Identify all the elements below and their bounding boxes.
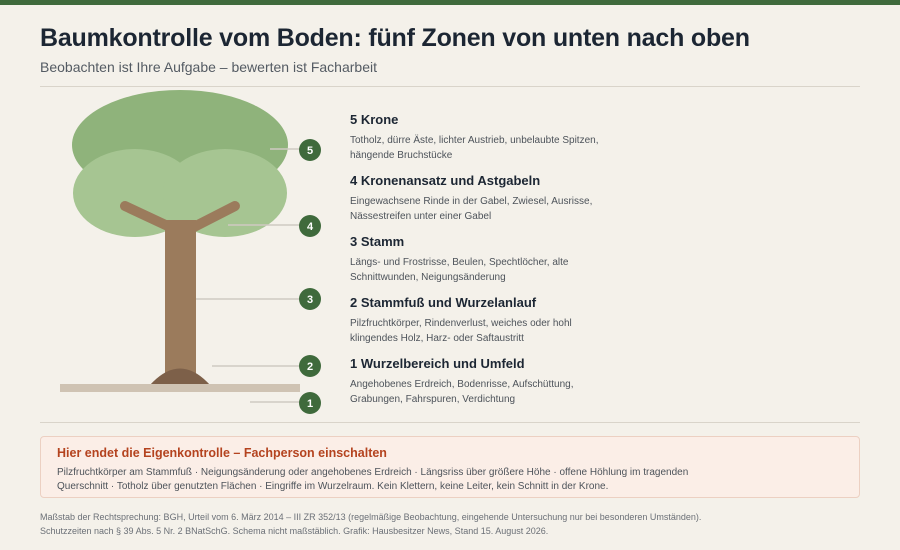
zone-5-crown bbox=[350, 112, 830, 163]
zone-description: Angehobenes Erdreich, Bodenrisse, Aufschüttung, Grabungen, Fahrspuren, Verdichtung bbox=[350, 379, 574, 405]
page-subtitle: Beobachten ist Ihre Aufgabe – bewerten ist Facharbeit bbox=[40, 59, 377, 75]
page-title: Baumkontrolle vom Boden: fünf Zonen von unten nach oben bbox=[40, 24, 750, 52]
warning-text: Pilzfruchtkörper am Stammfuß · Neigungsänderung oder angehobenes Erdreich · Längsriss über größere Höhe · offene Höhlung im tragenden Querschnitt · Totholz über genutzten Flächen · Eingriffe im Wurzelraum. Kein Klettern, keine Leiter, kein Schnitt in der Krone. bbox=[57, 467, 689, 492]
zone-title: 2 Stammfuß und Wurzelanlauf bbox=[350, 295, 537, 310]
zone-badge-3-label: 3 bbox=[306, 294, 314, 306]
footer-line-2: Schutzzeiten nach § 39 Abs. 5 Nr. 2 BNatSchG. Schema nicht maßstäblich. Grafik: Hausbesitzer News, Stand 15. August 2026. bbox=[40, 526, 549, 536]
zone-badge-5 bbox=[299, 139, 321, 161]
zone-badge-4-label: 4 bbox=[306, 221, 314, 233]
top-accent-bar bbox=[0, 0, 900, 5]
header-divider bbox=[40, 86, 860, 87]
zone-description: Längs- und Frostrisse, Beulen, Spechtlöcher, alte Schnittwunden, Neigungsänderung bbox=[350, 257, 569, 283]
zone-badge-4 bbox=[299, 215, 321, 237]
warning-box bbox=[40, 436, 860, 498]
warning-title: Hier endet die Eigenkontrolle – Fachperson einschalten bbox=[57, 446, 387, 460]
zone-title: 5 Krone bbox=[350, 112, 399, 127]
zone-2-trunk-base bbox=[350, 295, 830, 346]
root-flare bbox=[150, 369, 210, 386]
zone-title: 4 Kronenansatz und Astgabeln bbox=[350, 173, 541, 188]
footer-notes bbox=[40, 510, 860, 538]
zone-4-crown-base bbox=[350, 173, 830, 224]
zone-badge-1 bbox=[299, 392, 321, 414]
zone-title: 3 Stamm bbox=[350, 234, 405, 249]
zone-1-root-area bbox=[350, 356, 830, 407]
zone-badge-5-label: 5 bbox=[306, 145, 314, 157]
zone-description: Totholz, dürre Äste, lichter Austrieb, unbelaubte Spitzen, hängende Bruchstücke bbox=[350, 135, 599, 161]
content-divider bbox=[40, 422, 860, 423]
zone-badge-2-label: 2 bbox=[306, 361, 314, 373]
trunk bbox=[165, 220, 196, 385]
zone-title: 1 Wurzelbereich und Umfeld bbox=[350, 356, 525, 371]
ground-line bbox=[60, 384, 300, 392]
footer-line-1: Maßstab der Rechtsprechung: BGH, Urteil vom 6. März 2014 – III ZR 352/13 (regelmäßige Beobachtung, eingehende Untersuchung nur bei besonderen Umständen). bbox=[40, 512, 702, 522]
zone-badge-2 bbox=[299, 355, 321, 377]
zone-3-trunk bbox=[350, 234, 830, 285]
tree-diagram bbox=[0, 90, 340, 420]
zone-badge-1-label: 1 bbox=[306, 398, 314, 410]
zone-description: Eingewachsene Rinde in der Gabel, Zwiesel, Ausrisse, Nässestreifen unter einer Gabel bbox=[350, 196, 593, 222]
zone-badge-3 bbox=[299, 288, 321, 310]
zone-description: Pilzfruchtkörper, Rindenverlust, weiches oder hohl klingendes Holz, Harz- oder Saftaustritt bbox=[350, 318, 572, 344]
